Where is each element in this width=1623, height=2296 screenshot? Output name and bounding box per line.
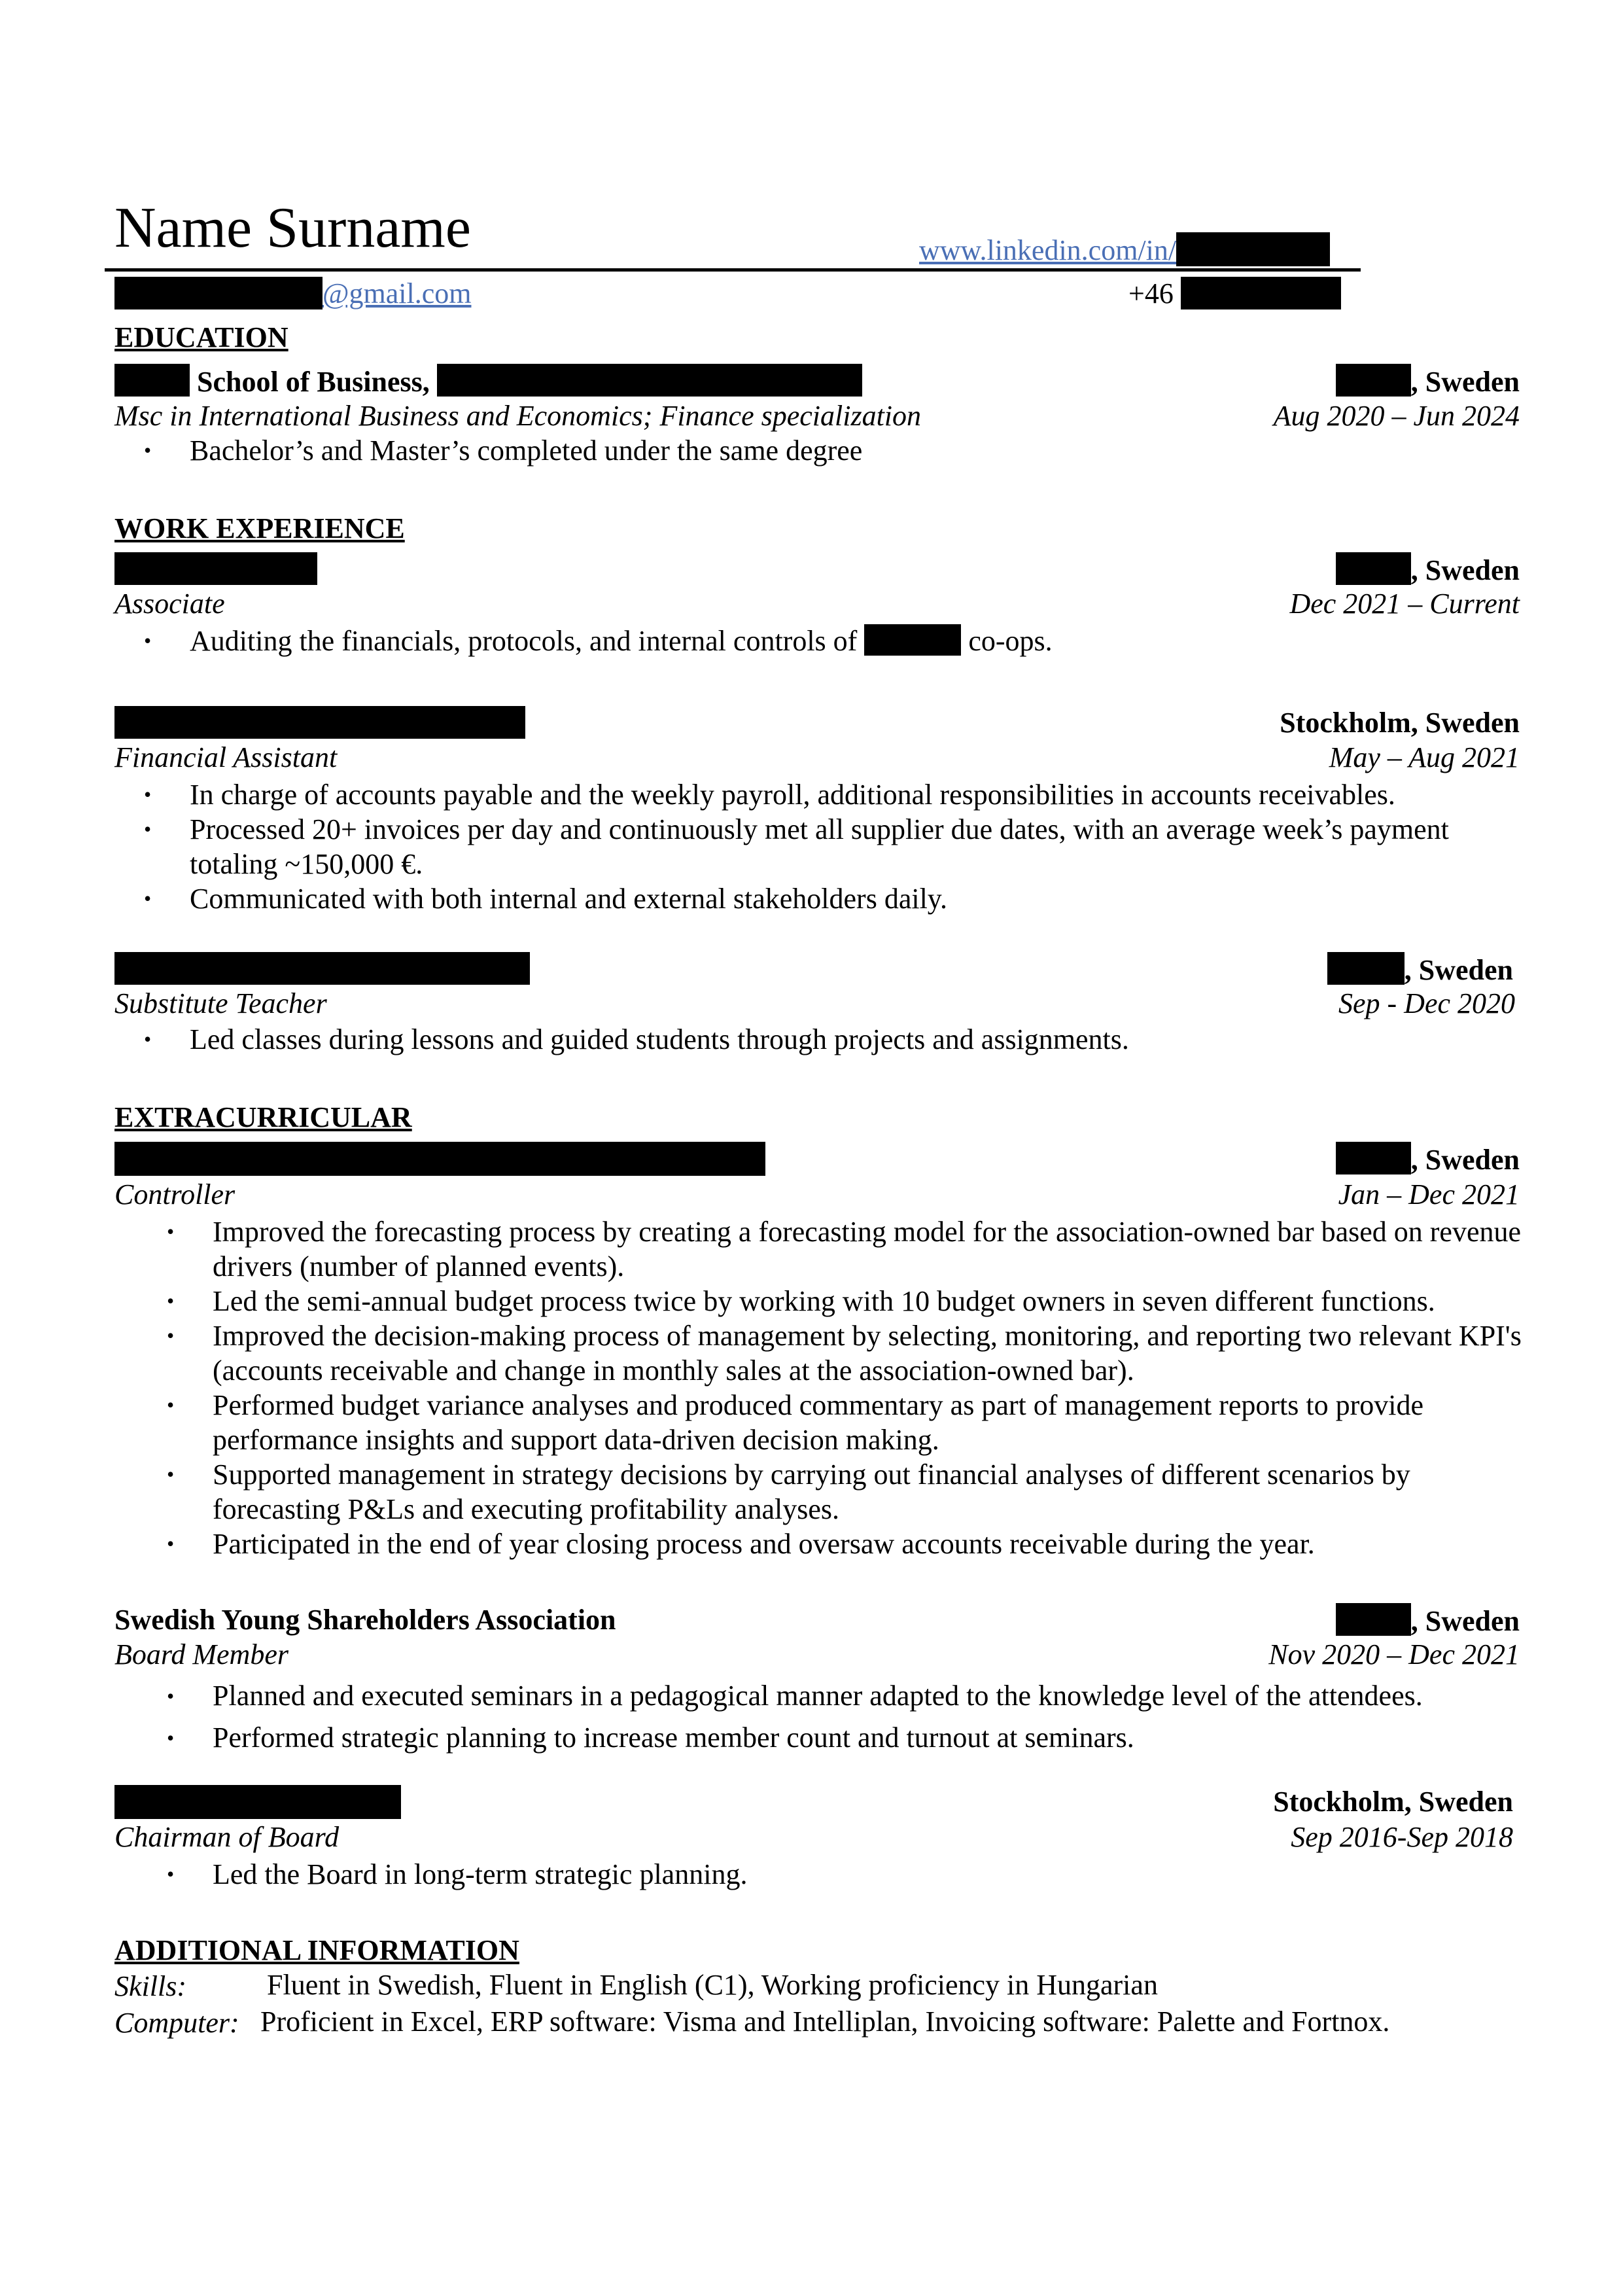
- redaction-block: [114, 1142, 765, 1176]
- extra-1-role: Controller: [114, 1178, 236, 1210]
- phone-number: [1128, 277, 1341, 311]
- skills-value: Fluent in Swedish, Fluent in English (C1), Working proficiency in Hungarian: [267, 1969, 1158, 2001]
- list-item: • Led the Board in long-term strategic planning.: [213, 1857, 747, 1892]
- extra-2-dates: Nov 2020 – Dec 2021: [1268, 1638, 1520, 1670]
- list-item: • Performed strategic planning to increase member count and turnout at seminars.: [213, 1717, 1423, 1759]
- candidate-name: Name Surname: [114, 196, 471, 260]
- list-item: • Bachelor’s and Master’s completed under the same degree: [118, 433, 862, 468]
- extra-3-org: [114, 1785, 401, 1822]
- extra-3-role: Chairman of Board: [114, 1821, 340, 1853]
- location-text: , Sweden: [1410, 554, 1520, 586]
- list-item: • Led the semi-annual budget process twice by working with 10 budget owners in seven different functions.: [213, 1284, 1527, 1318]
- redaction-block: [114, 277, 323, 309]
- education-dates: Aug 2020 – Jun 2024: [1273, 400, 1520, 432]
- linkedin-url[interactable]: www.linkedin.com/in/: [919, 234, 1177, 266]
- list-item: • In charge of accounts payable and the weekly payroll, additional responsibilities in accounts receivables.: [118, 777, 1518, 812]
- redaction-block: [114, 1785, 401, 1819]
- redaction-block: [1327, 952, 1405, 985]
- job-2-location: Stockholm, Sweden: [1280, 707, 1520, 739]
- skills-label: Skills:: [114, 1970, 186, 2002]
- location-text: , Sweden: [1410, 366, 1520, 398]
- email-domain[interactable]: @gmail.com: [323, 277, 472, 309]
- computer-label: Computer:: [114, 2007, 239, 2039]
- location-text: , Sweden: [1404, 954, 1513, 986]
- job-2-dates: May – Aug 2021: [1329, 741, 1520, 773]
- extra-1-location: [1336, 1142, 1520, 1176]
- extra-1-org: [114, 1142, 765, 1179]
- computer-value: Proficient in Excel, ERP software: Visma and Intelliplan, Invoicing software: Palette and Fortnox.: [260, 2005, 1390, 2038]
- job-2-bullets: [118, 777, 1518, 916]
- job-2-org: [114, 706, 525, 742]
- list-item: • Led classes during lessons and guided students through projects and assignments.: [118, 1022, 1129, 1057]
- redaction-block: [1336, 1142, 1411, 1174]
- location-text: , Sweden: [1410, 1144, 1520, 1176]
- list-item: • Improved the decision-making process of management by selecting, monitoring, and reporting two relevant KPI's (accounts receivable and change in monthly sales at the association-owned bar).: [213, 1318, 1527, 1388]
- extra-1-dates: Jan – Dec 2021: [1338, 1178, 1520, 1210]
- extra-2-bullets: [213, 1675, 1423, 1759]
- school-name: School of Business,: [197, 366, 430, 398]
- bullet-text: co-ops.: [968, 625, 1053, 657]
- education-bullets: [118, 433, 862, 468]
- job-3-org: [114, 952, 530, 988]
- redaction-block: [114, 552, 317, 585]
- extra-2-org: Swedish Young Shareholders Association: [114, 1604, 616, 1636]
- job-1-dates: Dec 2021 – Current: [1289, 588, 1520, 620]
- redaction-block: [864, 624, 961, 656]
- job-1-role: Associate: [114, 588, 225, 620]
- redaction-block: [1336, 1603, 1411, 1636]
- education-location: [1336, 364, 1520, 398]
- list-item: [118, 624, 1053, 658]
- phone-prefix: +46: [1128, 277, 1174, 309]
- extra-1-bullets: [213, 1214, 1527, 1561]
- section-title-education: EDUCATION: [114, 321, 288, 353]
- list-item: • Improved the forecasting process by creating a forecasting model for the association-owned bar based on revenue drivers (number of planned events).: [213, 1214, 1527, 1284]
- job-3-location: [1327, 952, 1513, 987]
- section-title-extracurricular: EXTRACURRICULAR: [114, 1101, 412, 1133]
- job-3-role: Substitute Teacher: [114, 987, 327, 1019]
- education-degree: Msc in International Business and Economics; Finance specialization: [114, 400, 922, 432]
- list-item: • Supported management in strategy decisions by carrying out financial analyses of different scenarios by forecasting P&Ls and executing profitability analyses.: [213, 1457, 1527, 1527]
- section-title-work: WORK EXPERIENCE: [114, 512, 405, 544]
- redaction-block: [1176, 232, 1330, 266]
- header-divider: [105, 268, 1361, 272]
- email-link[interactable]: [114, 277, 471, 311]
- job-1-location: [1336, 552, 1520, 587]
- redaction-block: [114, 364, 190, 397]
- redaction-block: [114, 952, 530, 985]
- education-school: [114, 364, 862, 398]
- job-3-dates: Sep - Dec 2020: [1338, 987, 1515, 1019]
- redaction-block: [1336, 552, 1411, 585]
- section-title-additional: ADDITIONAL INFORMATION: [114, 1934, 519, 1966]
- redaction-block: [437, 364, 862, 397]
- redaction-block: [1181, 277, 1341, 309]
- bullet-text: Auditing the financials, protocols, and internal controls of: [190, 625, 858, 657]
- list-item: • Planned and executed seminars in a pedagogical manner adapted to the knowledge level of the attendees.: [213, 1675, 1423, 1717]
- extra-2-location: [1336, 1603, 1520, 1638]
- job-1-org: [114, 552, 317, 588]
- linkedin-link[interactable]: [919, 232, 1330, 268]
- list-item: • Processed 20+ invoices per day and continuously met all supplier due dates, with an average week’s payment totaling ~150,000 €.: [118, 812, 1518, 881]
- list-item: • Communicated with both internal and external stakeholders daily.: [118, 881, 1518, 916]
- job-1-bullets: [118, 624, 1053, 658]
- job-3-bullets: [118, 1022, 1129, 1057]
- job-2-role: Financial Assistant: [114, 741, 338, 773]
- redaction-block: [1336, 364, 1411, 397]
- list-item: • Participated in the end of year closing process and oversaw accounts receivable during the year.: [213, 1527, 1527, 1561]
- extra-3-dates: Sep 2016-Sep 2018: [1291, 1821, 1513, 1853]
- list-item: • Performed budget variance analyses and produced commentary as part of management reports to provide performance insights and support data-driven decision making.: [213, 1388, 1527, 1457]
- extra-3-bullets: [213, 1857, 747, 1892]
- redaction-block: [114, 706, 525, 739]
- location-text: , Sweden: [1410, 1605, 1520, 1637]
- extra-2-role: Board Member: [114, 1638, 288, 1670]
- extra-3-location: Stockholm, Sweden: [1273, 1786, 1513, 1818]
